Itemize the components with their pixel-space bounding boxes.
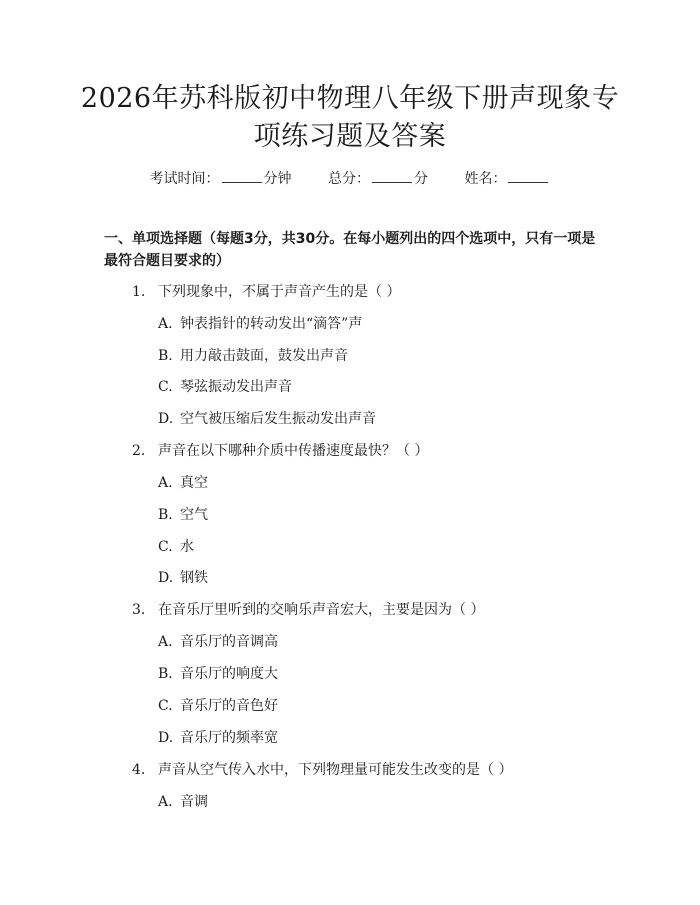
option-letter: C. bbox=[158, 379, 173, 395]
option-3c bbox=[158, 696, 278, 716]
option-text: 琴弦振动发出声音 bbox=[180, 379, 292, 395]
option-text: 音调 bbox=[180, 794, 208, 810]
exam-time-label: 考试时间： bbox=[149, 171, 220, 187]
option-2a bbox=[158, 473, 208, 493]
option-letter: A. bbox=[158, 475, 173, 491]
option-letter: B. bbox=[158, 507, 173, 523]
option-2b bbox=[158, 505, 208, 525]
option-text: 音乐厅的音色好 bbox=[180, 698, 278, 714]
exam-time-field bbox=[150, 171, 296, 187]
option-text: 音乐厅的响度大 bbox=[180, 666, 278, 682]
total-score-unit: 分 bbox=[414, 171, 428, 187]
question-number: 2. bbox=[132, 443, 146, 459]
total-score-label: 总分： bbox=[328, 171, 370, 187]
option-letter: A. bbox=[158, 794, 173, 810]
question-number: 4. bbox=[132, 762, 146, 778]
option-1d bbox=[158, 409, 376, 429]
question-stem: 在音乐厅里听到的交响乐声音宏大，主要是因为（ ） bbox=[158, 602, 485, 618]
question-stem: 声音在以下哪种介质中传播速度最快？（ ） bbox=[158, 443, 429, 459]
option-letter: B. bbox=[158, 666, 173, 682]
option-2d bbox=[158, 568, 208, 588]
title-line-1: 2026年苏科版初中物理八年级下册声现象专 bbox=[80, 83, 620, 114]
option-letter: A. bbox=[158, 316, 173, 332]
student-name-blank bbox=[508, 168, 548, 183]
option-letter: D. bbox=[158, 570, 174, 586]
total-score-blank bbox=[372, 168, 412, 183]
option-text: 音乐厅的音调高 bbox=[180, 634, 278, 650]
option-text: 用力敲击鼓面，鼓发出声音 bbox=[180, 348, 348, 364]
option-text: 钢铁 bbox=[180, 570, 208, 586]
option-text: 水 bbox=[180, 539, 194, 555]
title-line-2: 项练习题及答案 bbox=[253, 121, 447, 152]
option-letter: C. bbox=[158, 539, 173, 555]
option-3b bbox=[158, 664, 278, 684]
option-text: 钟表指针的转动发出“滴答”声 bbox=[180, 316, 363, 332]
option-letter: D. bbox=[158, 411, 174, 427]
document-title bbox=[60, 80, 640, 156]
student-name-label: 姓名： bbox=[464, 171, 507, 187]
student-name-field bbox=[464, 171, 550, 187]
section-heading: 一、单项选择题（每题3分，共30分。在每小题列出的四个选项中，只有一项是最符合题目要求的） bbox=[104, 231, 596, 269]
option-1b bbox=[158, 346, 348, 366]
option-letter: B. bbox=[158, 348, 173, 364]
exam-info-bar bbox=[0, 168, 700, 189]
question-stem: 声音从空气传入水中，下列物理量可能发生改变的是（ ） bbox=[158, 762, 513, 778]
option-3d bbox=[158, 728, 278, 748]
question-number: 3. bbox=[132, 602, 146, 618]
exam-time-unit: 分钟 bbox=[263, 171, 292, 187]
option-3a bbox=[158, 632, 278, 652]
option-text: 真空 bbox=[180, 475, 208, 491]
option-text: 音乐厅的频率宽 bbox=[180, 730, 278, 746]
exam-time-blank bbox=[222, 168, 262, 183]
option-letter: A. bbox=[158, 634, 173, 650]
total-score-field bbox=[328, 171, 432, 187]
question-number: 1. bbox=[132, 284, 146, 300]
option-4a bbox=[158, 792, 208, 812]
option-1a bbox=[158, 314, 362, 334]
option-letter: D. bbox=[158, 730, 174, 746]
option-text: 空气 bbox=[180, 507, 208, 523]
option-2c bbox=[158, 537, 194, 557]
option-letter: C. bbox=[158, 698, 173, 714]
option-text: 空气被压缩后发生振动发出声音 bbox=[180, 411, 376, 427]
question-stem: 下列现象中，不属于声音产生的是（ ） bbox=[158, 284, 401, 300]
option-1c bbox=[158, 377, 292, 397]
